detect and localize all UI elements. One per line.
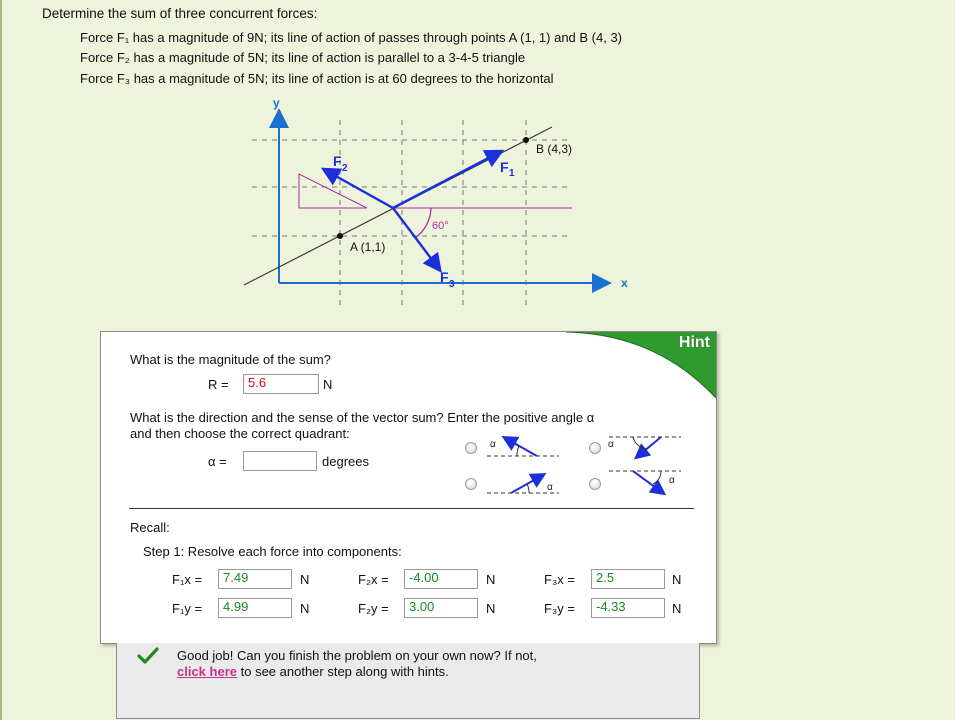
f1-subscript: 1 (509, 168, 515, 179)
direction-question-line2: and then choose the correct quadrant: (130, 426, 350, 441)
f1y-input[interactable]: 4.99 (218, 598, 292, 618)
f1-label: F (500, 159, 509, 175)
recall-label: Recall: (130, 520, 170, 535)
r-unit: N (323, 377, 333, 392)
quadrant-option-1-icon (485, 429, 565, 463)
f1y-label: F₁y = (172, 601, 203, 616)
alpha-label: α = (208, 454, 227, 469)
feedback-line1: Good job! Can you finish the problem on your own now? If not, (177, 648, 537, 663)
feedback-box (116, 643, 700, 719)
r-label: R = (208, 377, 229, 392)
problem-title: Determine the sum of three concurrent forces: (42, 6, 318, 21)
quadrant-option-1-radio[interactable] (465, 442, 477, 454)
quadrant-option-3-radio[interactable] (465, 478, 477, 490)
f2y-input[interactable]: 3.00 (404, 598, 478, 618)
f2y-label: F₂y = (358, 601, 389, 616)
f3x-unit: N (672, 572, 682, 587)
svg-text:α: α (547, 482, 553, 493)
quadrant-option-2-icon (605, 429, 685, 463)
x-axis-label: x (621, 276, 628, 290)
f3x-input[interactable]: 2.5 (591, 569, 665, 589)
svg-text:α: α (608, 439, 614, 450)
point-b-label: B (4,3) (536, 142, 573, 156)
f2-arrow (325, 170, 393, 208)
triangle-3-4-5 (299, 174, 367, 208)
point-b-dot (523, 137, 529, 143)
f3x-label: F₃x = (544, 572, 575, 587)
f1x-input[interactable]: 7.49 (218, 569, 292, 589)
grid-lines (252, 120, 573, 310)
f3-arrow (393, 208, 439, 269)
f1-arrow (393, 152, 500, 208)
f3y-unit: N (672, 601, 682, 616)
f3-subscript: 3 (449, 279, 455, 290)
f2y-unit: N (486, 601, 496, 616)
quadrant-option-3-icon (485, 466, 565, 500)
feedback-text (177, 648, 537, 680)
f2x-unit: N (486, 572, 496, 587)
f1y-unit: N (300, 601, 310, 616)
f3y-input[interactable]: -4.33 (591, 598, 665, 618)
magnitude-question: What is the magnitude of the sum? (130, 352, 331, 367)
f1x-unit: N (300, 572, 310, 587)
alpha-input[interactable] (243, 451, 317, 471)
section-divider (129, 508, 694, 509)
svg-text:α: α (490, 439, 496, 450)
feedback-line2-rest: to see another step along with hints. (237, 664, 449, 679)
hint-panel (100, 331, 717, 644)
angle-label: 60° (432, 220, 449, 232)
click-here-link[interactable]: click here (177, 664, 237, 679)
quadrant-option-2-radio[interactable] (589, 442, 601, 454)
force-2-description: Force F₂ has a magnitude of 5N; its line of action is parallel to a 3-4-5 triangle (80, 50, 526, 65)
quadrant-option-4-icon (605, 466, 685, 500)
f3y-label: F₃y = (544, 601, 575, 616)
point-a-dot (337, 233, 343, 239)
r-input[interactable]: 5.6 (243, 374, 319, 394)
angle-arc (415, 208, 431, 238)
f1x-label: F₁x = (172, 572, 203, 587)
f2-subscript: 2 (342, 163, 348, 174)
step1-label: Step 1: Resolve each force into components: (143, 544, 402, 559)
y-axis-label: y (273, 96, 280, 110)
checkmark-icon (137, 647, 159, 665)
f2x-label: F₂x = (358, 572, 389, 587)
feedback-line2 (177, 664, 537, 680)
f2-label: F (333, 153, 342, 169)
force-1-description: Force F₁ has a magnitude of 9N; its line of action of passes through points A (1, 1) and B (4, 3) (80, 30, 623, 45)
f2x-input[interactable]: -4.00 (404, 569, 478, 589)
force-diagram (0, 0, 960, 330)
alpha-unit: degrees (322, 454, 369, 469)
f3-label: F (440, 269, 449, 285)
quadrant-option-4-radio[interactable] (589, 478, 601, 490)
point-a-label: A (1,1) (350, 240, 386, 254)
force-3-description: Force F₃ has a magnitude of 5N; its line of action is at 60 degrees to the horizontal (80, 71, 554, 86)
svg-text:α: α (669, 475, 675, 486)
direction-question-line1: What is the direction and the sense of the vector sum? Enter the positive angle α (130, 410, 595, 425)
hint-label: Hint (678, 334, 710, 351)
